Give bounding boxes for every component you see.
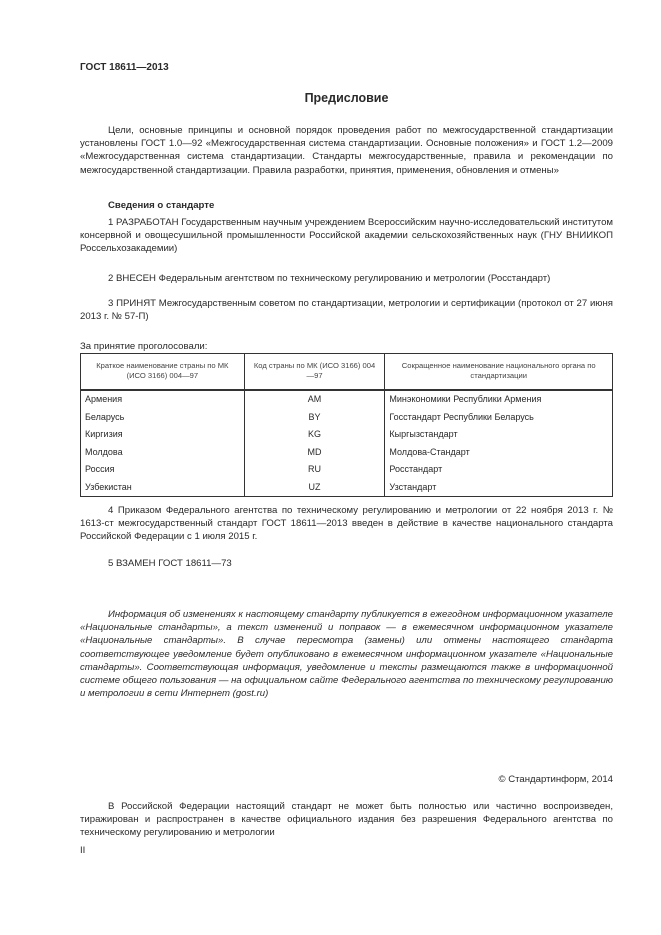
code-cell: AM: [244, 390, 385, 409]
body-cell: Росстандарт: [385, 461, 613, 479]
table-row: [81, 444, 613, 462]
country-cell: Молдова: [81, 444, 245, 462]
country-cell: Узбекистан: [81, 479, 245, 497]
table-row: [81, 479, 613, 497]
column-header-code: Код страны по МК (ИСО 3166) 004—97: [244, 354, 385, 391]
table-row: [81, 409, 613, 427]
item-1-paragraph: 1 РАЗРАБОТАН Государственным научным учреждением Всероссийским научно-исследовательский институтом консервной и овощесушильной промышленности Российской академии сельскохозяйственных наук (ГНУ ВНИИКОП Россельхозакадемии): [80, 217, 613, 255]
item-4-paragraph: 4 Приказом Федерального агентства по техническому регулированию и метрологии от 22 ноября 2013 г. № 1613-ст межгосударственный стандарт ГОСТ 18611—2013 введен в действие в качестве национального стандарта Российской Федерации с 1 июля 2015 г.: [80, 505, 613, 543]
table-row: [81, 390, 613, 409]
item-5-paragraph: 5 ВЗАМЕН ГОСТ 18611—73: [108, 558, 232, 569]
country-cell: Россия: [81, 461, 245, 479]
country-cell: Киргизия: [81, 426, 245, 444]
section-subheading: Сведения о стандарте: [108, 200, 215, 211]
column-header-country: Краткое наименование страны по МК (ИСО 3166) 004—97: [81, 354, 245, 391]
page-title: Предисловие: [304, 91, 389, 105]
item-3-paragraph: 3 ПРИНЯТ Межгосударственным советом по стандартизации, метрологии и сертификации (протокол от 27 июня 2013 г. № 57-П): [80, 298, 613, 323]
code-cell: RU: [244, 461, 385, 479]
code-cell: BY: [244, 409, 385, 427]
intro-paragraph: Цели, основные принципы и основной порядок проведения работ по межгосударственной стандартизации установлены ГОСТ 1.0—92 «Межгосударственная система стандартизации. Основные положения» и ГОСТ 1.2—2009 «Межгосударственная система стандартизации. Стандарты межгосударственные, правила и рекомендации по межгосударственной стандартизации. Правила разработки, принятия, применения, обновления и отмены»: [80, 125, 613, 176]
body-cell: Узстандарт: [385, 479, 613, 497]
vote-label: За принятие проголосовали:: [80, 341, 208, 352]
page-number: II: [80, 845, 86, 856]
body-cell: Молдова-Стандарт: [385, 444, 613, 462]
body-cell: Госстандарт Республики Беларусь: [385, 409, 613, 427]
code-cell: MD: [244, 444, 385, 462]
code-cell: KG: [244, 426, 385, 444]
table-row: [81, 426, 613, 444]
country-cell: Армения: [81, 390, 245, 409]
document-id: ГОСТ 18611—2013: [80, 62, 169, 73]
table-row: [81, 461, 613, 479]
country-cell: Беларусь: [81, 409, 245, 427]
column-header-body: Сокращенное наименование национального органа по стандартизации: [385, 354, 613, 391]
body-cell: Кыргызстандарт: [385, 426, 613, 444]
legal-notice: В Российской Федерации настоящий стандарт не может быть полностью или частично воспроизведен, тиражирован и распространен в качестве официального издания без разрешения Федерального агентства по техническому регулированию и метрологии: [80, 801, 613, 839]
body-cell: Минэкономики Республики Армения: [385, 390, 613, 409]
code-cell: UZ: [244, 479, 385, 497]
voting-table: [80, 353, 613, 497]
info-note: Информация об изменениях к настоящему стандарту публикуется в ежегодном информационном указателе «Национальные стандарты», а текст изменений и поправок — в ежемесячном информационном указателе «Национальные стандарты». В случае пересмотра (замены) или отмены настоящего стандарта соответствующее уведомление будет опубликовано в ежемесячном информационном указателе «Национальные стандарты». Соответствующая информация, уведомление и тексты размещаются также в информационной системе общего пользования — на официальном сайте Федерального агентства по техническому регулированию и метрологии в сети Интернет (gost.ru): [80, 609, 613, 700]
item-2-paragraph: 2 ВНЕСЕН Федеральным агентством по техническому регулированию и метрологии (Росстандарт): [108, 273, 551, 284]
table-header-row: [81, 354, 613, 391]
copyright-notice: © Стандартинформ, 2014: [498, 774, 613, 785]
